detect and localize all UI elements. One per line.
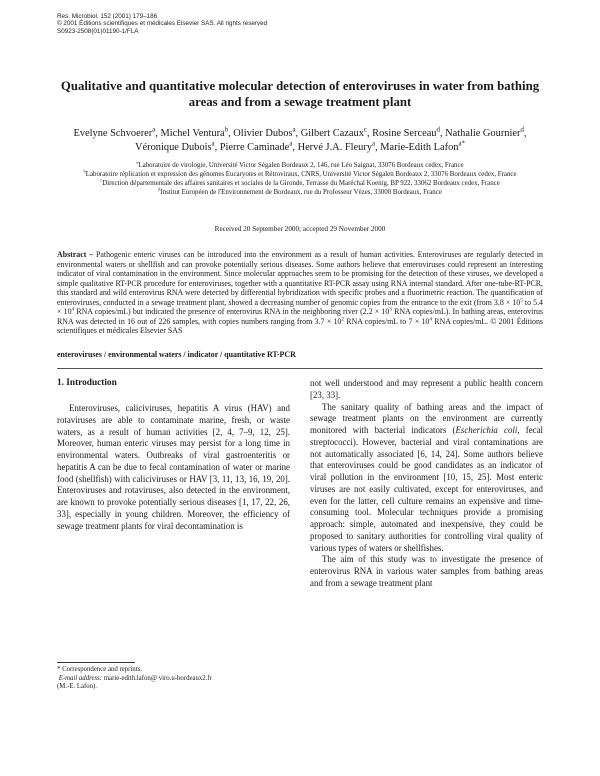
abstract-text-6: RNA copies/mL. © 2001 Éditions scientifiques et médicales Elsevier SAS	[57, 316, 544, 336]
journal-header	[57, 13, 267, 35]
section-heading-introduction: 1. Introduction	[57, 378, 117, 388]
affiliation-text: Institut Européen de l'Environnement de Bordeaux, rue du Professeur Vèzes, 33000 Bordeaux, France	[160, 189, 442, 197]
exponent: 4	[71, 306, 75, 313]
affiliation-text: Direction départementale des affaires sanitaires et sociales de la Gironde, Terrasse du Maréchal Koenig, BP 922, 33062 Bordeaux cedex, France	[102, 180, 500, 188]
received-dates: Received 20 September 2000; accepted 29 November 2000	[214, 225, 386, 233]
affiliation-list	[60, 161, 540, 197]
intro-paragraph-2-a: The sanitary quality of bathing areas and the impact of sewage treatment plants on the environment are currently monitored with bacterial indicators (	[310, 401, 543, 435]
affiliation-marker: c	[363, 126, 367, 134]
species-name: Escherichia coli	[455, 425, 518, 435]
author-name: Pierre Caminade	[219, 142, 290, 153]
author-name: Evelyne Schvoerer	[73, 128, 153, 139]
affiliation-marker: a	[372, 140, 376, 148]
author-name: Hervé J.A. Fleury	[297, 142, 373, 153]
section-divider	[57, 368, 543, 369]
intro-paragraph-3: The aim of this study was to investigate the presence of enterovirus RNA in various water samples from bathing areas and from a sewage treatment plant	[310, 554, 543, 588]
footnote	[57, 666, 290, 692]
footnote-author: (M.-E. Lafon).	[57, 683, 98, 691]
affiliation-key: c	[100, 177, 103, 183]
exponent: 3	[389, 306, 392, 313]
keywords: enteroviruses / environmental waters / indicator / quantitative RT-PCR	[57, 350, 296, 359]
affiliation-marker: d	[436, 126, 440, 134]
affiliation-item	[60, 170, 540, 179]
author-name: Nathalie Gournier	[445, 128, 521, 139]
affiliation-marker: a	[289, 140, 293, 148]
author-name: Marie-Edith Lafon	[380, 142, 459, 153]
author-name: Gilbert Cazaux	[300, 128, 364, 139]
intro-paragraph-2-b: , fecal streptococci). However, bacterial and viral contaminations are not automatically associated [6, 14, 24]. Some authors believe that enteroviruses could be good candidates as an indicator of viral pollution in the environment [10, 15, 25]. Most enteric viruses are not easily cultivated, except for enteroviruses, and even for the latter, cell culture remains an expensive and time-consuming tool. Molecular techniques provide a promising approach: simple, automated and inexpensive, they could be proposed to sanitary authorities for controlling viral quality of various types of waters or shellfishes.	[310, 425, 543, 553]
correspondence-note: * Correspondence and reprints.	[57, 666, 142, 673]
copyright-line: © 2001 Éditions scientifiques et médicales Elsevier SAS. All rights reserved	[57, 20, 268, 28]
exponent: 4	[429, 316, 432, 323]
left-column	[57, 378, 290, 532]
affiliation-marker: a	[292, 126, 296, 134]
abstract-label: Abstract –	[57, 250, 97, 259]
affiliation-text: Laboratoire de virologie, Université Victor Ségalen Bordeaux 2, 146, rue Léo Saignat, 33076 Bordeaux cedex, France	[138, 162, 464, 169]
email-line	[57, 675, 290, 684]
author-name: Véronique Dubois	[135, 142, 212, 153]
intro-paragraph-2	[310, 402, 543, 555]
author-name: Olivier Dubos	[233, 128, 293, 139]
footnote-divider	[57, 662, 135, 663]
affiliation-item	[60, 161, 540, 170]
pii-line: S0923-2508(01)01190-1/FLA	[57, 27, 139, 35]
abstract-text-2: to 5.4 × 10	[57, 297, 543, 317]
affiliation-marker: d	[520, 126, 524, 134]
affiliation-text: Laboratoire réplication et expression des génomes Eucaryotes et Rétroviraux, CNRS, Université Victor Ségalen Bordeaux 2, 33076 Bordeaux cedex, France	[85, 171, 517, 179]
abstract-text-4: RNA copies/mL). In bathing areas, enterovirus RNA was detected in 16 out of 226 samples, with copies numbers ranging from 3.7 × 10	[57, 307, 543, 326]
intro-paragraph-1: Enteroviruses, caliciviruses, hepatitis A virus (HAV) and rotaviruses are able to contaminate marine, fresh, or waste waters, as a result of human activities [2, 4, 7–9, 12, 25]. Moreover, human enteric viruses may persist for a long time in environmental waters. Outbreaks of viral gastroenteritis or hepatitis A can be due to fecal contamination of water or marine food (shellfish) with caliciviruses or HAV [3, 11, 13, 16, 19, 20]. Enteroviruses and rotaviruses, also detected in the environment, are known to provoke potentially serious diseases [1, 17, 22, 26, 33], especially in young children. Moreover, the efficiency of sewage treatment plants for viral decontamination is	[57, 403, 290, 531]
author-name: Michel Ventura	[160, 128, 225, 139]
paper-title: Qualitative and quantitative molecular detection of enteroviruses in water from bathing areas and from a sewage treatment plant	[60, 79, 540, 109]
email-address[interactable]: marie-edith.lafon@ viro.u-bordeaux2.fr	[102, 674, 212, 682]
affiliation-marker: a	[211, 140, 215, 148]
affiliation-key: a	[136, 159, 139, 165]
affiliation-marker: b	[224, 126, 229, 134]
affiliation-item	[60, 179, 540, 188]
exponent: 5	[520, 297, 523, 304]
journal-citation: Res. Microbiol. 152 (2001) 179–186	[57, 13, 158, 20]
exponent: 2	[341, 316, 344, 323]
abstract-text-1: Pathogenic enteric viruses can be introduced into the environment as a result of human activities. Enteroviruses are regularly detected in environmental waters or shellfish and can provoke potentially serious diseases. Some authors believe that enteroviruses could represent an interesting indicator of viral contamination in the environment. Since molecular approaches seem to be promising for the detection of these viruses, we developed a simple qualitative RT-PCR procedure for enteroviruses, together with a quantitative RT-PCR assay using RNA internal standard. After one-tube-RT-PCR, this standard and wild enterovirus RNA were detected by differential hybridization with specific probes and a fluorimetric reaction. The quantification of enteroviruses, conducted in a sewage treatment plant, showed a decreasing number of genomic copies from the entrance to the exit (from 3.8 × 10	[57, 250, 543, 307]
affiliation-item	[60, 188, 540, 197]
affiliation-marker: a	[152, 126, 156, 134]
author-name: Rosine Serceau	[372, 128, 437, 139]
affiliation-key: d	[158, 186, 161, 192]
intro-paragraph-1-continued: not well understood and may represent a public health concern [23, 33].	[310, 378, 543, 400]
email-label: E-mail address:	[58, 674, 103, 682]
affiliation-key: b	[83, 168, 86, 174]
author-list: Evelyne Schvoerer$^a$, Michel Ventura$^b$, Olivier Dubos$^a$, Gilbert Cazaux$^c$, Rosine Serceau$^d$, Nathalie Gournier$^d$, Véronique Dubois$^a$, Pierre Caminade$^a$, Hervé J.A. Fleury$^a$, Marie-Edith Lafon$^{a*}$	[73, 126, 527, 153]
affiliation-marker: a*	[458, 140, 465, 148]
abstract-text-3: RNA copies/mL) but indicated the presence of enterovirus RNA in the neighboring river (2.2 × 10	[74, 307, 390, 317]
abstract-text-5: RNA copies/mL to 7 × 10	[343, 316, 430, 326]
abstract	[57, 250, 543, 336]
right-column	[310, 378, 543, 590]
